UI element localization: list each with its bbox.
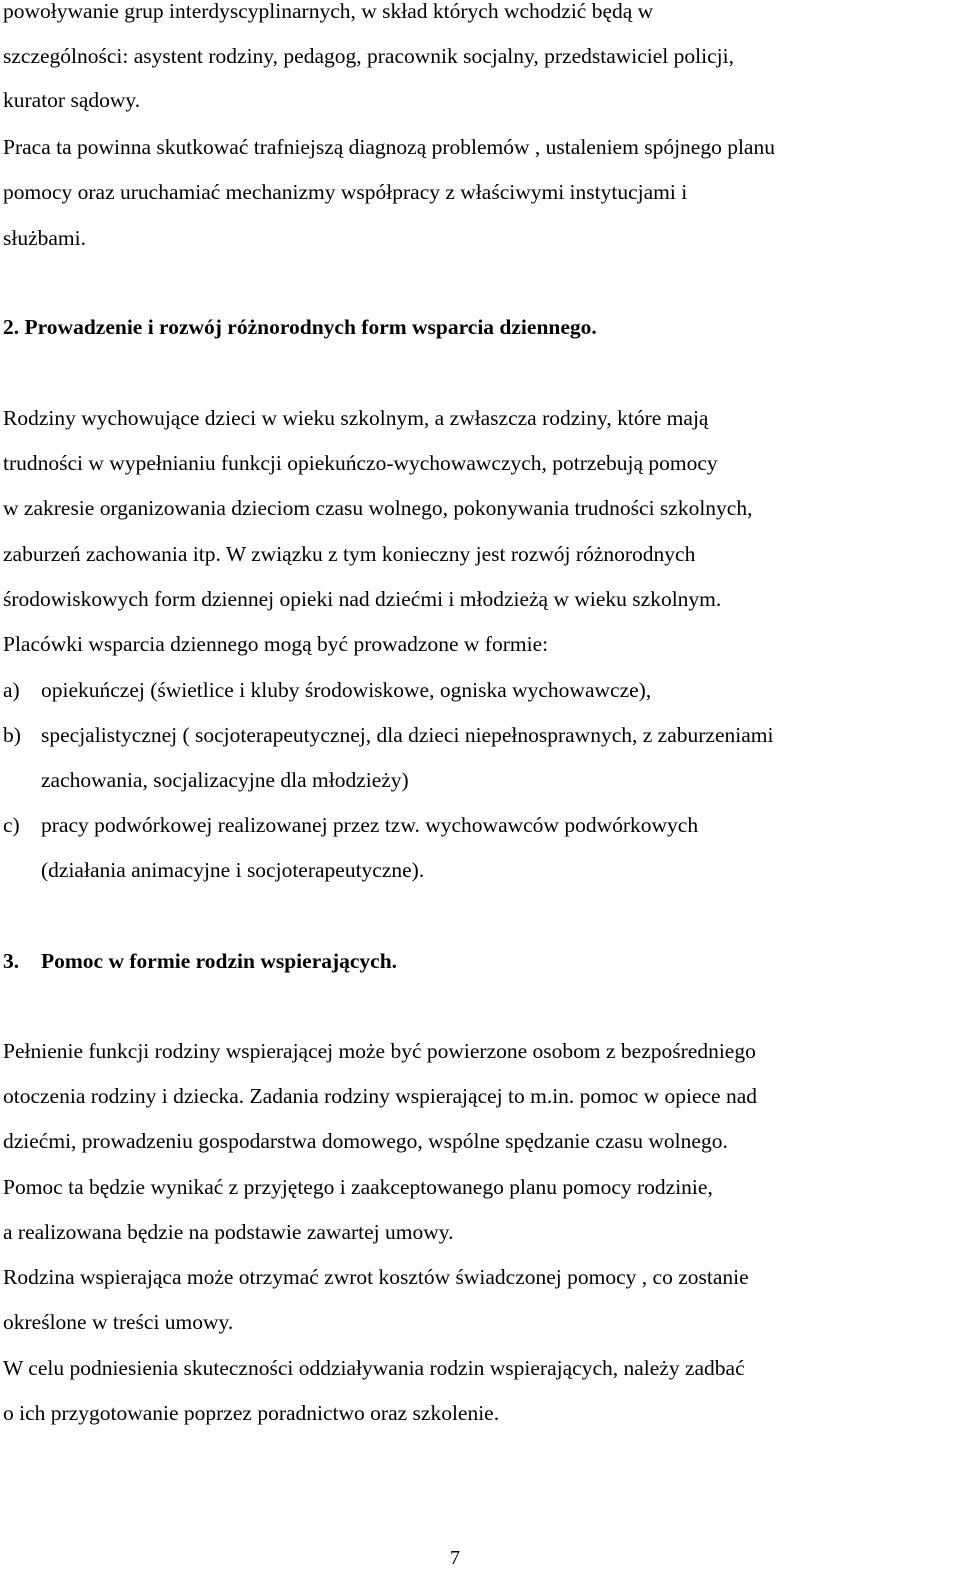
- section-3-line: określone w treści umowy.: [3, 1310, 234, 1334]
- list-item-text: (działania animacyjne i socjoterapeutyczne).: [41, 858, 425, 882]
- intro-line: powoływanie grup interdyscyplinarnych, w skład których wchodzić będą w: [3, 0, 654, 23]
- list-item-text: specjalistycznej ( socjoterapeutycznej, dla dzieci niepełnosprawnych, z zaburzeniami: [41, 723, 774, 747]
- section-2-line: zaburzeń zachowania itp. W związku z tym konieczny jest rozwój różnorodnych: [3, 542, 696, 566]
- section-3-line: Pełnienie funkcji rodziny wspierającej może być powierzone osobom z bezpośredniego: [3, 1039, 756, 1063]
- intro-line: Praca ta powinna skutkować trafniejszą diagnozą problemów , ustaleniem spójnego planu: [3, 135, 775, 159]
- section-3-line: W celu podniesienia skuteczności oddziaływania rodzin wspierających, należy zadbać: [3, 1356, 745, 1380]
- section-3-line: Rodzina wspierająca może otrzymać zwrot kosztów świadczonej pomocy , co zostanie: [3, 1265, 749, 1289]
- intro-line: kurator sądowy.: [3, 88, 141, 112]
- section-3-line: dziećmi, prowadzeniu gospodarstwa domowego, wspólne spędzanie czasu wolnego.: [3, 1129, 728, 1153]
- section-3-number: 3.: [3, 949, 20, 973]
- list-marker: a): [3, 678, 20, 702]
- section-3-line: a realizowana będzie na podstawie zawartej umowy.: [3, 1220, 454, 1244]
- list-marker: c): [3, 813, 20, 837]
- section-3-heading: Pomoc w formie rodzin wspierających.: [41, 949, 398, 973]
- intro-line: służbami.: [3, 226, 86, 250]
- list-item-text: pracy podwórkowej realizowanej przez tzw. wychowawców podwórkowych: [41, 813, 699, 837]
- page-number: 7: [450, 1547, 460, 1569]
- list-item-text: zachowania, socjalizacyjne dla młodzieży): [41, 768, 409, 792]
- intro-line: szczególności: asystent rodziny, pedagog, pracownik socjalny, przedstawiciel policji,: [3, 44, 734, 68]
- section-2-heading: 2. Prowadzenie i rozwój różnorodnych form wsparcia dziennego.: [3, 315, 597, 339]
- section-3-line: Pomoc ta będzie wynikać z przyjętego i zaakceptowanego planu pomocy rodzinie,: [3, 1175, 713, 1199]
- section-2-line: trudności w wypełnianiu funkcji opiekuńczo-wychowawczych, potrzebują pomocy: [3, 451, 718, 475]
- list-item-text: opiekuńczej (świetlice i kluby środowiskowe, ogniska wychowawcze),: [41, 678, 652, 702]
- list-marker: b): [3, 723, 21, 747]
- section-2-line: w zakresie organizowania dzieciom czasu wolnego, pokonywania trudności szkolnych,: [3, 496, 753, 520]
- section-2-line: środowiskowych form dziennej opieki nad dziećmi i młodzieżą w wieku szkolnym.: [3, 587, 722, 611]
- section-2-line: Placówki wsparcia dziennego mogą być prowadzone w formie:: [3, 632, 549, 656]
- section-3-line: o ich przygotowanie poprzez poradnictwo oraz szkolenie.: [3, 1401, 500, 1425]
- intro-line: pomocy oraz uruchamiać mechanizmy współpracy z właściwymi instytucjami i: [3, 180, 688, 204]
- section-3-line: otoczenia rodziny i dziecka. Zadania rodziny wspierającej to m.in. pomoc w opiece nad: [3, 1084, 757, 1108]
- section-2-line: Rodziny wychowujące dzieci w wieku szkolnym, a zwłaszcza rodziny, które mają: [3, 406, 709, 430]
